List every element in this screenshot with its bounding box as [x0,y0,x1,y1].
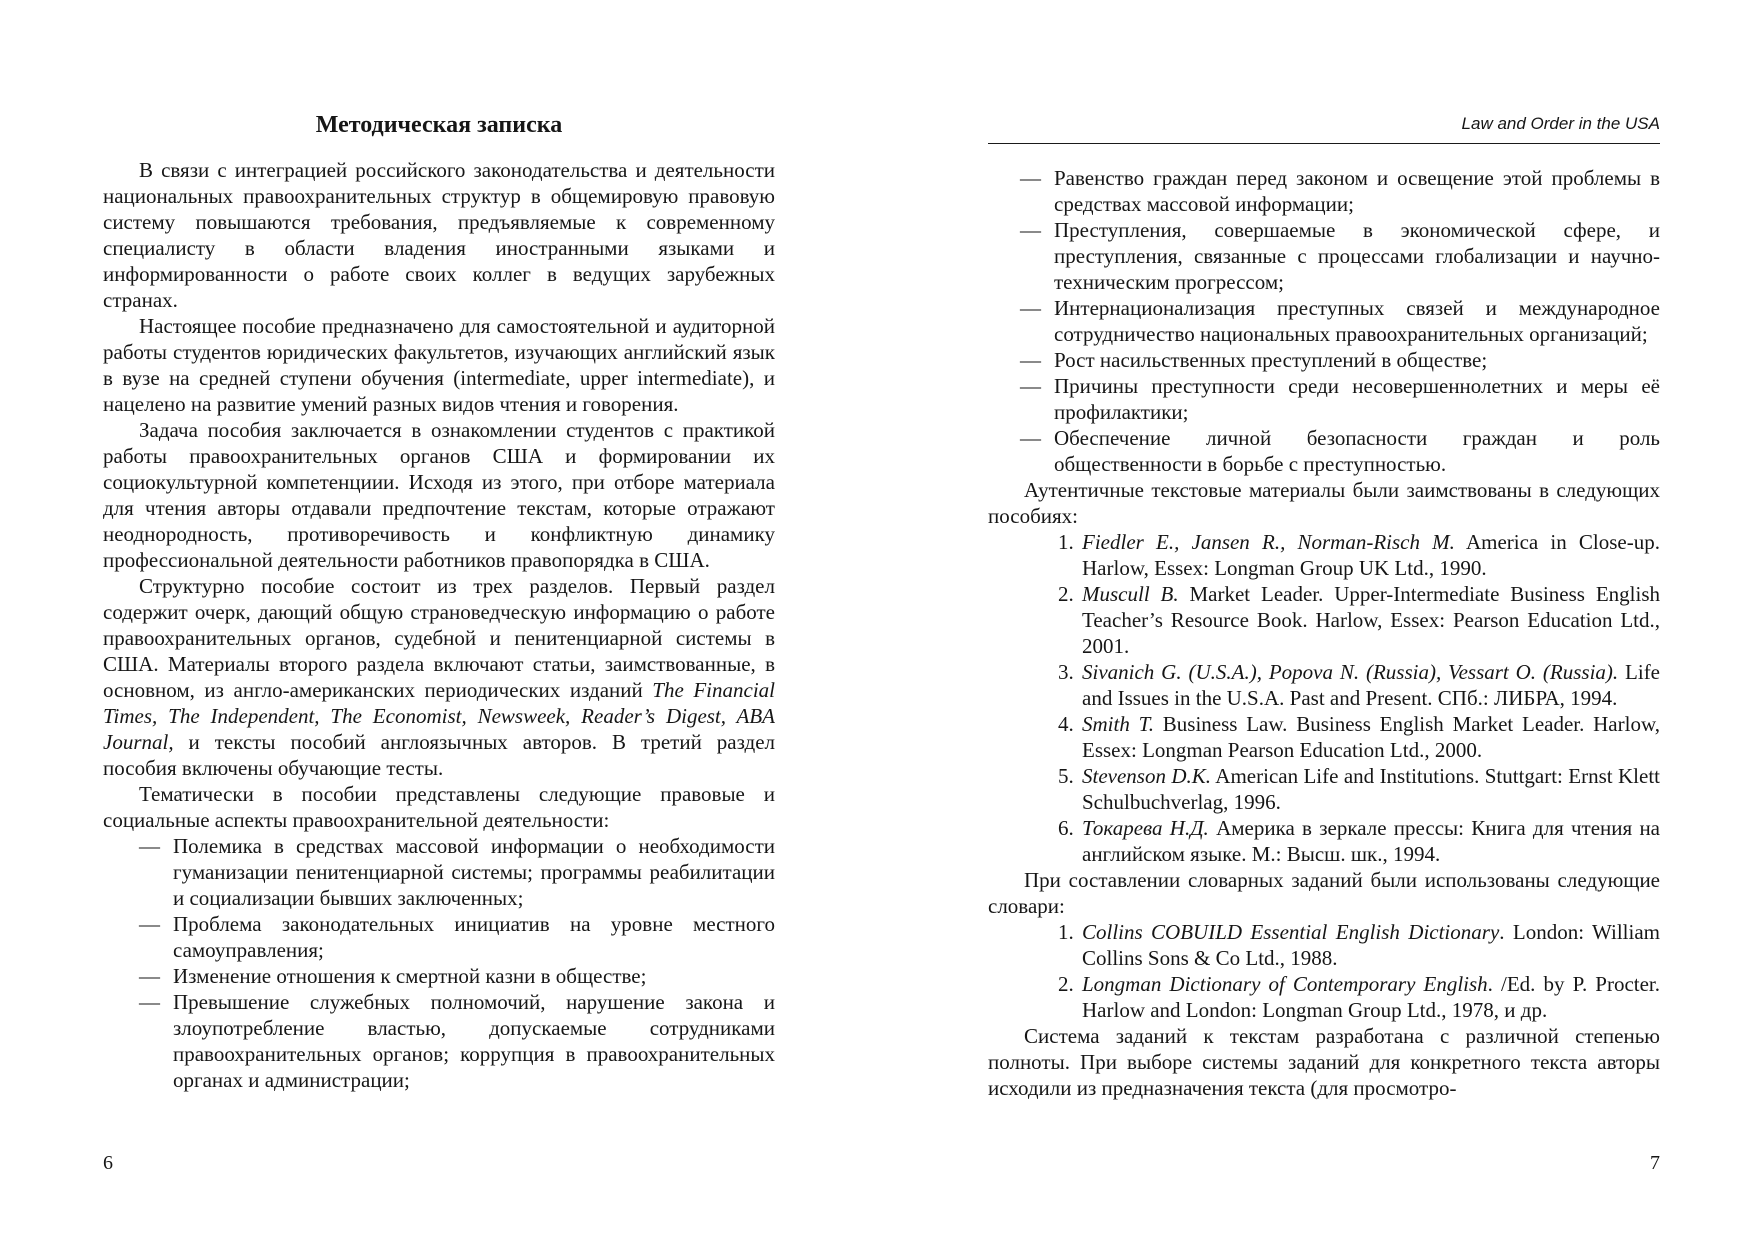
dictionary-item [1058,971,1660,1023]
structure-paragraph [103,573,775,781]
item-number: 5. [1058,764,1074,788]
sources-list [988,529,1660,867]
source-item [1058,763,1660,815]
running-head: Law and Order in the USA [1461,114,1660,133]
item-number: 6. [1058,816,1074,840]
dictionaries-list [988,919,1660,1023]
item-number: 1. [1058,530,1074,554]
list-item: — Преступления, совершаемые в экономической сфере, и преступления, связанные с процессами глобализации и научно-техническим прогрессом; [1020,217,1660,295]
right-page-body [988,165,1660,1101]
list-item: — Причины преступности среди несовершеннолетних и меры её профилактики; [1020,373,1660,425]
item-number: 2. [1058,582,1074,606]
left-page-body [103,157,775,1093]
item-number: 3. [1058,660,1074,684]
page-number: 7 [1650,1152,1660,1174]
topics-list [988,165,1660,477]
dictionaries-intro: При составлении словарных заданий были использованы следующие словари: [988,868,1660,918]
source-text: America in Close-up. Harlow, Essex: Longman Group UK Ltd., 1990. [1082,530,1660,580]
source-authors: Stevenson D.K. [1082,764,1212,788]
source-item [1058,711,1660,763]
item-number: 4. [1058,712,1074,736]
paragraph: В связи с интеграцией российского законодательства и деятельности национальных правоохранительных структур в общемировую правовую систему повышаются требования, предъявляемые к современному специалисту в области владения иностранными языками и информированности о работе своих коллег в ведущих зарубежных странах. [103,158,775,312]
dictionary-text: . /Ed. by P. Procter. Harlow and London: Longman Group Ltd., 1978, и др. [1082,972,1661,1022]
source-item [1058,659,1660,711]
item-number: 1. [1058,920,1074,944]
dictionary-title: Longman Dictionary of Contemporary English [1082,972,1488,996]
source-text: Market Leader. Upper-Intermediate Business English Teacher’s Resource Book. Harlow, Essex: Pearson Education Ltd., 2001. [1082,582,1660,658]
item-number: 2. [1058,972,1074,996]
dictionary-title: Collins COBUILD Essential English Dictionary [1082,920,1500,944]
source-text: American Life and Institutions. Stuttgart: Ernst Klett Schulbuchverlag, 1996. [1082,764,1660,814]
list-item: — Полемика в средствах массовой информации о необходимости гуманизации пенитенциарной системы; программы реабилитации и социализации бывших заключенных; [139,833,775,911]
source-item [1058,581,1660,659]
closing-paragraph: Система заданий к текстам разработана с различной степенью полноты. При выборе системы заданий для конкретного текста авторы исходили из предназначения текста (для просмотро- [988,1024,1660,1100]
source-text: Business Law. Business English Market Leader. Harlow, Essex: Longman Pearson Education Ltd., 2000. [1082,712,1661,762]
source-text: Америка в зеркале прессы: Книга для чтения на английском языке. М.: Высш. шк., 1994. [1082,816,1661,866]
source-authors: Smith T. [1082,712,1154,736]
source-authors: Sivanich G. (U.S.A.), Popova N. (Russia), Vessart O. (Russia). [1082,660,1619,684]
source-authors: Fiedler E., Jansen R., Norman-Risch M. [1082,530,1455,554]
source-item [1058,529,1660,581]
source-text: Life and Issues in the U.S.A. Past and Present. СПб.: ЛИБРА, 1994. [1082,660,1661,710]
header-rule [988,143,1660,144]
dictionary-text: . London: William Collins Sons & Co Ltd., 1988. [1082,920,1660,970]
paragraph: Настоящее пособие предназначено для самостоятельной и аудиторной работы студентов юридических факультетов, изучающих английский язык в вузе на средней ступени обучения (intermediate, upper intermediate), и нацелено на развитие умений разных видов чтения и говорения. [103,314,775,416]
list-item: — Изменение отношения к смертной казни в обществе; [139,963,775,989]
list-item: — Интернационализация преступных связей и международное сотрудничество национальных правоохранительных организаций; [1020,295,1660,347]
page-title: Методическая записка [315,112,563,138]
paragraph-text: и тексты пособий англоязычных авторов. В третий раздел пособия включены обучающие тесты. [103,730,776,780]
source-authors: Токарева Н.Д. [1082,816,1209,840]
sources-intro: Аутентичные текстовые материалы были заимствованы в следующих пособиях: [988,478,1660,528]
source-item [1058,815,1660,867]
source-authors: Muscull B. [1082,582,1179,606]
paragraph: Задача пособия заключается в ознакомлении студентов с практикой работы правоохранительных органов США и формировании их социокультурной компетенциии. Исходя из этого, при отборе материала для чтения авторы отдавали предпочтение текстам, которые отражают неоднородность, противоречивость и конфликтную динамику профессиональной деятельности работников правопорядка в США. [103,418,775,572]
list-item: — Обеспечение личной безопасности граждан и роль общественности в борьбе с преступностью. [1020,425,1660,477]
list-item: — Превышение служебных полномочий, нарушение закона и злоупотребление властью, допускаемые сотрудниками правоохранительных органов; коррупция в правоохранительных органах и администрации; [139,989,775,1093]
page-number: 6 [103,1152,113,1174]
topics-intro: Тематически в пособии представлены следующие правовые и социальные аспекты правоохранительной деятельности: [103,782,775,832]
publication-titles: The Financial Times, The Independent, The Economist, Newsweek, Reader’s Digest, ABA Journal, [103,678,776,754]
list-item: — Проблема законодательных инициатив на уровне местного самоуправления; [139,911,775,963]
topics-list [103,833,775,1093]
dictionary-item [1058,919,1660,971]
list-item: — Рост насильственных преступлений в обществе; [1020,347,1660,373]
list-item: — Равенство граждан перед законом и освещение этой проблемы в средствах массовой информации; [1020,165,1660,217]
paragraph-text: Структурно пособие состоит из трех разделов. Первый раздел содержит очерк, дающий общую страноведческую информацию о работе правоохранительных органов, судебной и пенитенциарной системы в США. Материалы второго раздела включают статьи, заимствованные, в основном, из англо-американских периодических изданий [103,574,775,702]
